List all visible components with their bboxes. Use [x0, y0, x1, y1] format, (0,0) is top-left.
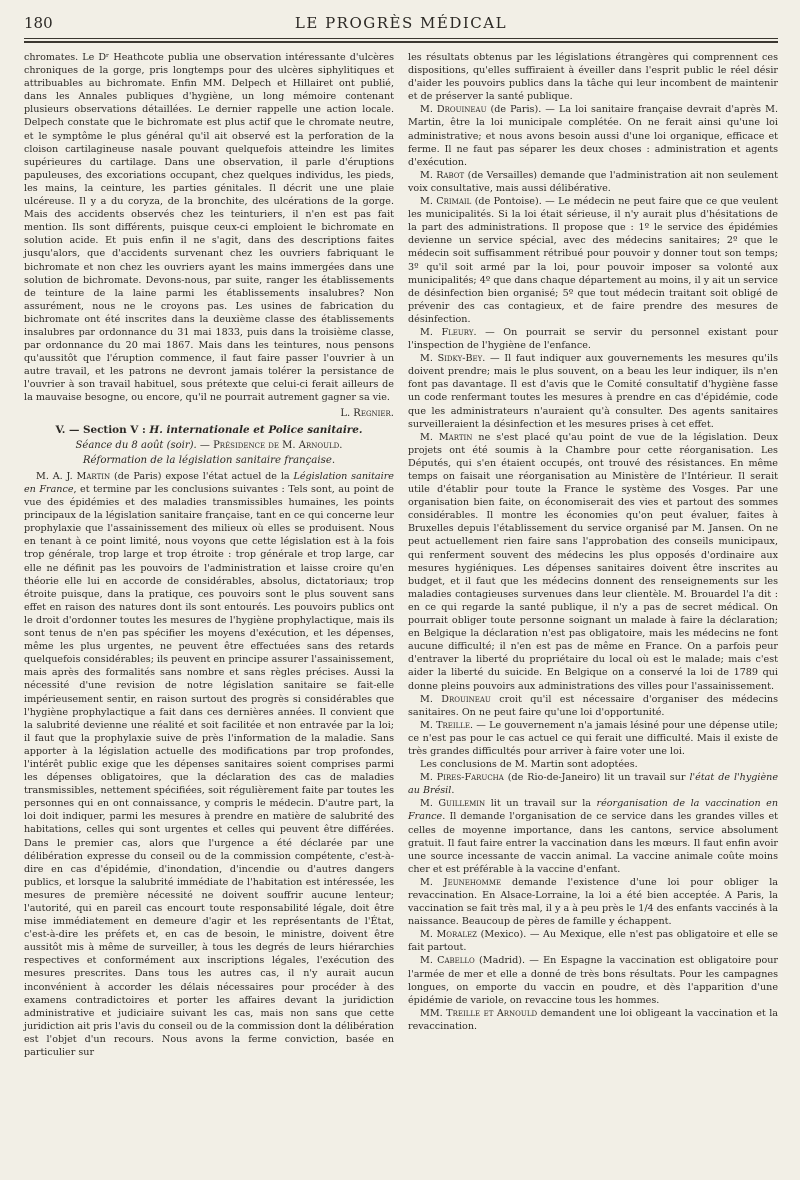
session-date: Séance du 8 août (soir). —: [75, 439, 214, 451]
speaker-name: M. Crimail: [420, 196, 472, 208]
text-run: . — On pourrait se servir du personnel existant pour l'inspection de l'hygiène de l'enfance.: [408, 326, 778, 352]
page-number: 180: [24, 14, 53, 32]
section-title: H. internationale et Police sanitaire.: [149, 423, 363, 436]
section-label: V. — Section V :: [55, 423, 150, 436]
text-run: . — Il faut indiquer aux gouvernements les mesures qu'ils doivent prendre; mais le plus souvent, on a beau les leur indiquer, ils n'en font pas davantage. Il est d'avis que le Comité consultatif d'hygiène fasse un code renfermant toutes les mesures à prendre en cas d'épidémie, code que les administrateurs n'auraient qu'à consulter. Des agents sanitaires surveilleraient la désinfection et les mesures prises à cet effet.: [408, 353, 778, 430]
text-columns: [24, 51, 778, 1059]
author-signature: L. Regnier.: [340, 407, 394, 419]
paragraph: [408, 103, 778, 168]
paragraph: [408, 876, 778, 928]
session-line: [24, 439, 394, 452]
topic-title: Législation sanitaire en France: [24, 470, 394, 495]
paragraph: [408, 797, 778, 876]
topic-title: réorganisation de la vaccination en France: [408, 798, 779, 823]
paragraph: [408, 352, 778, 431]
subheading: Réformation de la législation sanitaire française.: [82, 454, 336, 466]
paragraph: [408, 169, 778, 195]
speaker-name: M. Rabot: [420, 169, 465, 181]
page-header: [24, 14, 778, 36]
paragraph: [408, 771, 778, 797]
section-heading: [24, 424, 394, 437]
text-run: (de Paris) expose l'état actuel de la: [110, 470, 294, 482]
speaker-name: M. A. J. Martin: [36, 470, 111, 482]
paragraph: [408, 431, 778, 693]
paragraph: [24, 470, 394, 1059]
speaker-name: M. Guillemin: [420, 798, 486, 810]
left-column: [24, 51, 394, 1059]
presidency: Présidence de M. Arnould.: [213, 439, 343, 451]
paragraph: [408, 719, 778, 758]
text-run: (de Versailles) demande que l'administration ait non seulement voix consultative, mais aussi délibérative.: [408, 169, 778, 194]
paragraph: [408, 326, 778, 352]
text-run: . — Le gouvernement n'a jamais lésiné pour une dépense utile; ce n'est pas pour le cas actuel ce qui ferait une difficulté. Mais il existe de très grandes difficultés pour arriver à faire voter une loi.: [408, 719, 779, 757]
speaker-name: M. Sidky-Bey: [420, 353, 483, 365]
text-run: (Madrid). — En Espagne la vaccination est obligatoire pour l'armée de mer et elle a donné de très bons résultats. Pour les campagnes longues, on emporte du vaccin en poudre, et dès l'apparition d'une épidémie de variole, on revaccine tous les hommes.: [408, 955, 779, 1006]
paragraph: les résultats obtenus par les législations étrangères qui comprennent ces dispositions, qu'elles suffiraient à éveiller dans l'esprit public le réel désir d'aider les pouvoirs publics dans la tâche qui leur incombent de maintenir et de préserver la santé publique.: [408, 52, 778, 103]
speaker-name: M. Jeunehomme: [420, 876, 502, 888]
text-run: croit qu'il est nécessaire d'organiser des médecins sanitaires. On ne peut faire qu'une loi d'opportunité.: [408, 693, 778, 718]
speaker-name: M. Pires-Farucha: [420, 772, 504, 784]
speaker-name: M. Fleury: [420, 326, 474, 338]
text-run: . Il demande l'organisation de ce service dans les grandes villes et celles de moyenne importance, dans les cantons, service absolument gratuit. Il faut faire entrer la vaccination dans les mœurs. Il faut enfin avoir une source incessante de vaccin animal. La vaccine animale coûte moins cher et est préférable à la vaccine d'enfant.: [408, 811, 778, 875]
header-rule: [24, 38, 778, 43]
paragraph: [408, 693, 778, 719]
text-run: (Mexico). — Au Mexique, elle n'est pas obligatoire et elle se fait partout.: [408, 929, 778, 954]
paragraph: [408, 928, 778, 954]
text-run: , et termine par les conclusions suivantes : Tels sont, au point de vue des épidémies et des maladies transmissibles humaines, les points principaux de la législation sanitaire française, tant en ce qui concerne leur prophylaxie que l'assainissement des milieux où elles se produisent. Nous en tenant à ce point limité, nous voyons que cette législation est à la fois trop générale, trop large et trop étroite : trop générale et trop large, car elle ne définit pas les pouvoirs de l'administration et laisse croire qu'en théorie elle lui en accorde de considérables, absolus, dictatoriaux; trop étroite puisque, dans la pratique, ces pouvoirs sont le plus souvent sans effet en raison des natures dont ils sont entourés. Les pouvoirs publics ont le droit d'ordonner toutes les mesures de l'hygiène prophylactique, mais ils sont tenus de n'en pas spécifier les moyens d'exécution, et les dépenses, même les plus urgentes, ne peuvent être effectuées sans des retards quelquefois considérables; ils peuvent en principe assurer l'assainissement, mais après des formalités sans nombre et sans règles précises. Aussi la nécessité d'une revision de notre législation sanitaire se fait-elle impérieusement sentir, en raison surtout des progrès si considérables que l'hygiène prophylactique a fait dans ces dernières années. Il convient que la salubrité devienne une réalité et soit facilitée et non entravée par la loi; il faut que la prophylaxie suive de près l'information de la maladie. Sans apporter à la législation actuelle des modifications par trop profondes, l'intérêt public exige que les dépenses sanitaires soient comprises parmi les dépenses obligatoires, que la déclaration des cas de maladies transmissibles, nettement spécifiées, soit régulièrement faite par toutes les personnes qui en ont connaissance, y compris le médecin. D'autre part, la loi doit indiquer, parmi les mesures à prendre en matière de salubrité des habitations, celles qui sont urgentes et celles qui peuvent être différées. Dans le premier cas, alors que l'urgence a été déclarée par une délibération expresse du conseil ou de la commission compétente, c'est-à-dire en cas d'épidémie, d'inondation, d'incendie ou d'autres dangers publics, et lorsque la salubrité immédiate de l'habitation est intéressée, les mesures de première nécessité ne doivent souffrir aucune lenteur; l'autorité, qui en pareil cas encourt toute responsabilité légale, doit être mise immédiatement en demeure d'agir et les représentants de l'État, c'est-à-dire les préfets et, en cas de besoin, le ministre, doivent être aussitôt mis à même de surveiller, à tous les degrés de leurs hiérarchies respectives et conformément aux inscriptions légales, l'exécution des mesures prescrites. Dans tous les autres cas, il n'y aurait aucun inconvénient à accorder les délais nécessaires pour procéder à des examens contradictoires et porter les affaires devant la juridiction administrative et judiciaire suivant les cas, mais non sans que cette juridiction ait pris l'avis du conseil ou de la commission dont la délibération est l'objet d'un recours. Nous avons la ferme conviction, basée en particulier sur: [24, 484, 394, 1059]
speaker-name: M. Drouineau: [420, 104, 487, 116]
text-run: demandent une loi obligeant la vaccination et la revaccination.: [408, 1007, 778, 1032]
speaker-name: M. Moralez: [420, 929, 477, 941]
journal-title: LE PROGRÈS MÉDICAL: [294, 14, 508, 32]
text-run: (de Rio-de-Janeiro) lit un travail sur: [503, 772, 690, 784]
topic-title: l'état de l'hygiène au Brésil: [408, 772, 778, 797]
paragraph: [408, 1007, 778, 1033]
text-run: (de Pontoise). — Le médecin ne peut faire que ce que veulent les municipalités. Si la loi était sérieuse, il n'y aurait plus d'hésitations de la part des administrations. Il propose que : 1º le service des épidémies devienne un service spécial, avec des médecins sanitaires; 2º que le médecin soit suffisamment rétribué pour pouvoir y donner tout son temps; 3º qu'il soit armé par la loi, pour pouvoir imposer sa volonté aux municipalités; 4º que dans chaque département au moins, il y ait un service de désinfection bien organisé; 5º que tout médecin traitant soit obligé de prévenir des cas contagieux, et de faire prendre des mesures de désinfection.: [408, 196, 779, 325]
paragraph: [408, 195, 778, 326]
text-run: (de Paris). — La loi sanitaire française devrait d'après M. Martin, être la loi municipale complétée. On ne ferait ainsi qu'une loi administrative; et nous avons besoin aussi d'une loi organique, efficace et ferme. Il ne faut pas séparer les deux choses : administration et agents d'exécution.: [408, 104, 779, 168]
speaker-name: M. Cabello: [420, 955, 475, 967]
text-run: .: [451, 785, 455, 797]
right-column: [408, 51, 778, 1059]
paragraph: chromates. Le Dʳ Heathcote publia une observation intéressante d'ulcères chroniques de la gorge, pris longtemps pour des ulcères siphylitiques et attribuables au bichromate. Enfin MM. Delpech et Hillairet ont publié, dans les Annales publiques d'hygiène, un long mémoire contenant plusieurs observations détaillées. Le dernier rappelle une action locale. Delpech constate que le bichromate est plus actif que le chromate neutre, et le symptôme le plus général qu'il ait observé est la perforation de la cloison cartilagineuse nasale pouvant quelquefois atteindre les limites supérieures du cartilage. Dans une observation, il parle d'éruptions papuleuses, des excoriations occupant, chez quelques individus, les pieds, les mains, la ceinture, les parties génitales. Il décrit une une plaie ulcéreuse. Il y a du coryza, de la bronchite, des ulcérations de la gorge. Mais des accidents observés chez les teinturiers, il n'en est pas fait mention. Ils sont différents, puisque ceux-ci emploient le bichromate en solution acide. Et puis enfin il ne s'agit, dans des descriptions faites jusqu'alors, que d'accidents survenant chez les ouvriers fabriquant le bichromate et non chez les ouvriers ayant les mains immergées dans une solution de bichromate. Devons-nous, par suite, ranger les établissements de teinture de la laine parmi les établissements insalubres? Non assurément, nous ne le croyons pas. Les usines de fabrication du bichromate ont été inscrites dans la deuxième classe des établissements insalubres par ordonnance du 31 mai 1833, puis dans la troisième classe, par ordonnance du 20 mai 1867. Mais dans les teintures, nous pensons qu'aussitôt que l'éruption commence, il faut faire passer l'ouvrier à un autre travail, et les patrons ne devront jamais tolérer la persistance de l'ouvrier à son travail habituel, sous prétexte que celui-ci ferait ailleurs de la mauvaise besogne, ou encore, qu'il ne pourrait autrement gagner sa vie.: [24, 52, 394, 404]
text-run: lit un travail sur la: [485, 798, 597, 810]
speaker-name: M. Drouineau: [420, 693, 491, 705]
speaker-name: M. Treille: [420, 719, 471, 731]
paragraph: [408, 954, 778, 1006]
speaker-name: M. Martin: [420, 431, 473, 443]
text-run: ne s'est placé qu'au point de vue de la législation. Deux projets ont été soumis à la Chambre pour cette réorganisation. Les Députés, qui s'en étaient occupés, ont trouvé des résistances. En même temps on faisait une réorganisation au Ministère de l'Intérieur. Il serait utile d'établir pour toute la France le système des Vosges. Par une organisation bien faite, on économiserait des vies et partout des sommes considérables. Il montre les économies qu'on peut évaluer, faites à Bruxelles depuis l'établissement du service organisé par M. Jansen. On ne peut actuellement rien faire sans l'approbation des conseils municipaux, qui renferment souvent des médecins les plus opposés d'ordinaire aux mesures hygiéniques. Les dépenses sanitaires doivent être inscrites au budget, et il faut que les médecins donnent des renseignements sur les maladies contagieuses survenues dans leur clientèle. M. Brouardel l'a dit : en ce qui regarde la santé publique, il n'y a pas de secret médical. On pourrait obliger toute personne soignant un malade à faire la déclaration; en Belgique la déclaration n'est pas obligatoire, mais les médecins ne font aucune difficulté; il n'en est pas de même en France. On a parfois peur d'entraver la liberté du propriétaire du local où est le malade; mais c'est aider la liberté du suicide. En Belgique on a conservé la loi de 1789 qui donne pleins pouvoirs aux administrations des villes pour l'assainissement.: [408, 431, 778, 692]
speaker-name: MM. Treille et Arnould: [420, 1007, 538, 1019]
paragraph: Les conclusions de M. Martin sont adoptées.: [420, 759, 638, 771]
text-run: demande l'existence d'une loi pour obliger la revaccination. En Alsace-Lorraine, la loi a été bien acceptée. A Paris, la vaccination se fait très mal, il y a à peu près le 1/4 des enfants vaccinés à la naissance. Beaucoup de pères de famille y échappent.: [408, 876, 778, 928]
